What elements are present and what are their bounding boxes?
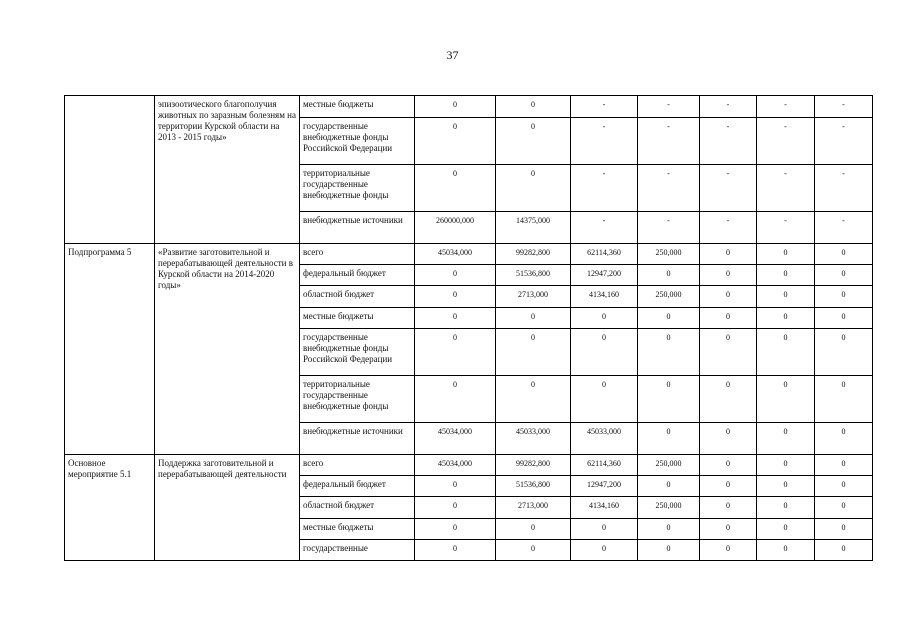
value-cell: - — [700, 96, 757, 118]
value-cell: - — [700, 212, 757, 244]
block-name-cell: Основное мероприятие 5.1 — [65, 455, 155, 561]
value-cell: 0 — [415, 540, 496, 561]
value-cell: - — [638, 96, 700, 118]
value-cell: 0 — [496, 540, 571, 561]
funding-source: территориальные государственные внебюджетные фонды — [300, 165, 415, 212]
value-cell: 0 — [815, 519, 873, 540]
value-cell: 0 — [571, 519, 638, 540]
value-cell: 0 — [496, 376, 571, 423]
value-cell: 0 — [571, 376, 638, 423]
value-cell: 45034,000 — [415, 423, 496, 455]
value-cell: 250,000 — [638, 455, 700, 476]
value-cell: 0 — [757, 244, 815, 265]
value-cell: 99282,800 — [496, 455, 571, 476]
value-cell: - — [815, 118, 873, 165]
value-cell: 0 — [757, 308, 815, 329]
value-cell: 250,000 — [638, 286, 700, 308]
value-cell: 0 — [496, 96, 571, 118]
value-cell: 0 — [638, 519, 700, 540]
funding-source: федеральный бюджет — [300, 265, 415, 286]
value-cell: 0 — [638, 265, 700, 286]
value-cell: 0 — [757, 286, 815, 308]
funding-source: всего — [300, 244, 415, 265]
value-cell: 0 — [571, 540, 638, 561]
value-cell: 45033,000 — [496, 423, 571, 455]
value-cell: 45034,000 — [415, 455, 496, 476]
value-cell: 0 — [815, 540, 873, 561]
value-cell: 0 — [757, 476, 815, 497]
value-cell: 62114,360 — [571, 244, 638, 265]
value-cell: 0 — [415, 497, 496, 519]
value-cell: - — [571, 118, 638, 165]
value-cell: 0 — [415, 165, 496, 212]
value-cell: - — [638, 165, 700, 212]
table-row — [65, 455, 873, 476]
value-cell: 0 — [415, 519, 496, 540]
funding-source: государственные внебюджетные фонды Российской Федерации — [300, 329, 415, 376]
funding-source: территориальные государственные внебюджетные фонды — [300, 376, 415, 423]
value-cell: 0 — [757, 455, 815, 476]
value-cell: 0 — [757, 540, 815, 561]
value-cell: 51536,800 — [496, 476, 571, 497]
value-cell: 0 — [815, 244, 873, 265]
table-row — [65, 96, 873, 118]
value-cell: 0 — [815, 286, 873, 308]
value-cell: 0 — [415, 286, 496, 308]
value-cell: 0 — [415, 265, 496, 286]
funding-source: всего — [300, 455, 415, 476]
value-cell: 2713,000 — [496, 497, 571, 519]
value-cell: 0 — [700, 376, 757, 423]
value-cell: 0 — [700, 455, 757, 476]
value-cell: 0 — [815, 476, 873, 497]
value-cell: 0 — [700, 497, 757, 519]
budget-table — [64, 95, 873, 561]
value-cell: 0 — [415, 329, 496, 376]
block-description-cell: «Развитие заготовительной и перерабатывающей деятельности в Курской области на 2014-2020 годы» — [155, 244, 300, 455]
value-cell: - — [757, 212, 815, 244]
value-cell: 0 — [638, 540, 700, 561]
value-cell: 0 — [815, 423, 873, 455]
value-cell: 0 — [700, 476, 757, 497]
value-cell: - — [815, 96, 873, 118]
value-cell: 14375,000 — [496, 212, 571, 244]
block-description-cell: эпизоотического благополучия животных по заразным болезням на территории Курской области на 2013 - 2015 годы» — [155, 96, 300, 244]
funding-source: местные бюджеты — [300, 96, 415, 118]
value-cell: 0 — [757, 519, 815, 540]
value-cell: 0 — [815, 329, 873, 376]
value-cell: 12947,200 — [571, 476, 638, 497]
funding-source: государственные внебюджетные фонды Российской Федерации — [300, 118, 415, 165]
value-cell: 250,000 — [638, 244, 700, 265]
value-cell: - — [757, 165, 815, 212]
value-cell: - — [571, 212, 638, 244]
value-cell: 0 — [700, 423, 757, 455]
value-cell: 4134,160 — [571, 286, 638, 308]
value-cell: 0 — [638, 329, 700, 376]
value-cell: 0 — [815, 455, 873, 476]
value-cell: 0 — [815, 265, 873, 286]
value-cell: 0 — [700, 519, 757, 540]
value-cell: 0 — [757, 423, 815, 455]
value-cell: 0 — [571, 308, 638, 329]
value-cell: 0 — [700, 308, 757, 329]
value-cell: 2713,000 — [496, 286, 571, 308]
value-cell: 0 — [638, 423, 700, 455]
value-cell: 0 — [700, 329, 757, 376]
value-cell: 0 — [700, 540, 757, 561]
value-cell: 0 — [700, 244, 757, 265]
funding-source: внебюджетные источники — [300, 212, 415, 244]
value-cell: - — [815, 212, 873, 244]
value-cell: 62114,360 — [571, 455, 638, 476]
value-cell: 0 — [757, 497, 815, 519]
funding-source: местные бюджеты — [300, 308, 415, 329]
value-cell: - — [815, 165, 873, 212]
value-cell: 45034,000 — [415, 244, 496, 265]
page-number: 37 — [446, 48, 459, 62]
value-cell: - — [638, 118, 700, 165]
value-cell: 51536,800 — [496, 265, 571, 286]
value-cell: 0 — [700, 286, 757, 308]
value-cell: 0 — [638, 308, 700, 329]
value-cell: 0 — [638, 376, 700, 423]
value-cell: 0 — [415, 376, 496, 423]
value-cell: - — [757, 96, 815, 118]
value-cell: - — [638, 212, 700, 244]
value-cell: - — [571, 165, 638, 212]
block-description-cell: Поддержка заготовительной и перерабатывающей деятельности — [155, 455, 300, 561]
funding-source: местные бюджеты — [300, 519, 415, 540]
value-cell: 0 — [815, 308, 873, 329]
value-cell: 4134,160 — [571, 497, 638, 519]
value-cell: 0 — [496, 118, 571, 165]
funding-source: областной бюджет — [300, 286, 415, 308]
value-cell: 0 — [496, 329, 571, 376]
block-name-cell: Подпрограмма 5 — [65, 244, 155, 455]
value-cell: 0 — [571, 329, 638, 376]
value-cell: 0 — [496, 519, 571, 540]
table-row — [65, 244, 873, 265]
value-cell: - — [700, 118, 757, 165]
value-cell: 0 — [638, 476, 700, 497]
value-cell: - — [757, 118, 815, 165]
value-cell: 0 — [415, 476, 496, 497]
value-cell: 0 — [415, 96, 496, 118]
value-cell: 0 — [757, 265, 815, 286]
value-cell: 12947,200 — [571, 265, 638, 286]
value-cell: 250,000 — [638, 497, 700, 519]
value-cell: 0 — [415, 308, 496, 329]
block-name-cell — [65, 96, 155, 244]
value-cell: 0 — [496, 165, 571, 212]
value-cell: 0 — [757, 376, 815, 423]
value-cell: 45033,000 — [571, 423, 638, 455]
value-cell: 99282,800 — [496, 244, 571, 265]
funding-source: областной бюджет — [300, 497, 415, 519]
value-cell: 0 — [496, 308, 571, 329]
value-cell: 0 — [815, 376, 873, 423]
value-cell: 260000,000 — [415, 212, 496, 244]
value-cell: 0 — [815, 497, 873, 519]
value-cell: 0 — [415, 118, 496, 165]
value-cell: - — [571, 96, 638, 118]
value-cell: - — [700, 165, 757, 212]
value-cell: 0 — [757, 329, 815, 376]
funding-source: федеральный бюджет — [300, 476, 415, 497]
funding-source: государственные — [300, 540, 415, 561]
funding-source: внебюджетные источники — [300, 423, 415, 455]
value-cell: 0 — [700, 265, 757, 286]
